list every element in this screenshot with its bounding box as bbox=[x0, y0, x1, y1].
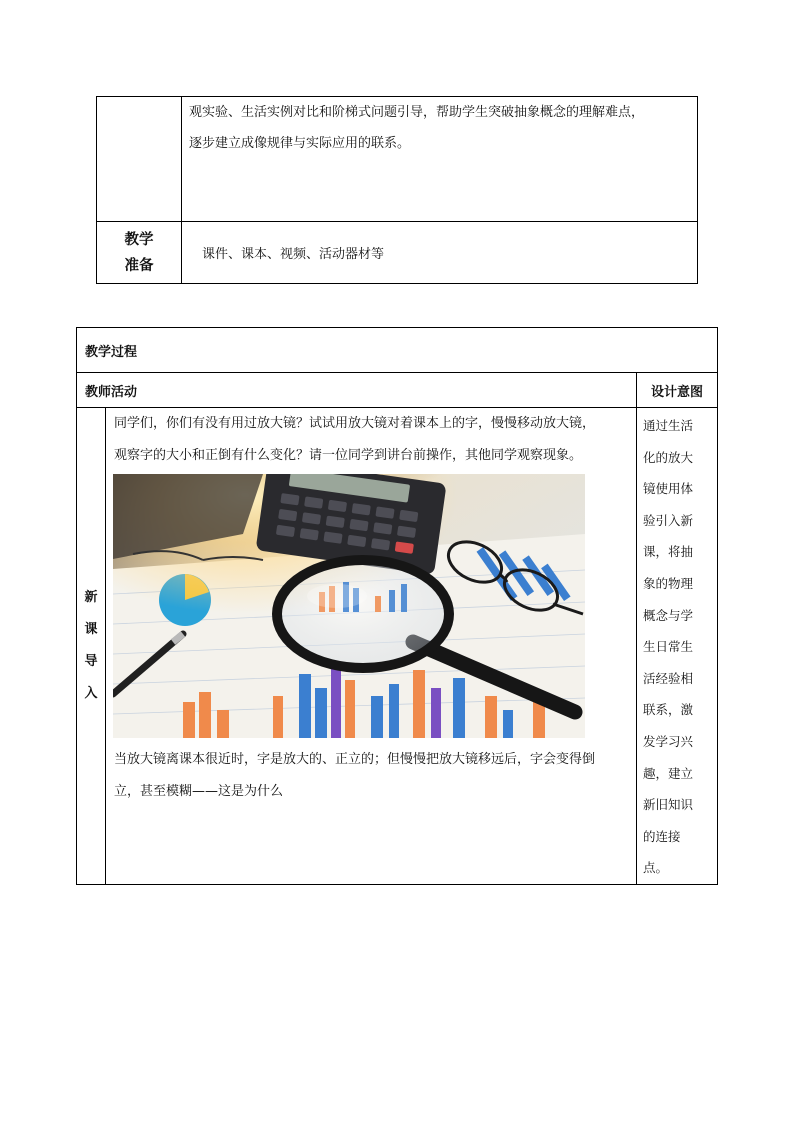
section-label-char: 入 bbox=[84, 685, 98, 701]
objectives-cell bbox=[182, 97, 698, 222]
teacher-activity-cell bbox=[106, 408, 637, 885]
process-title: 教学过程 bbox=[77, 328, 718, 373]
magnifying-glass-photo bbox=[113, 474, 585, 738]
intent-line: 镜使用体 bbox=[643, 481, 694, 497]
intent-line: 象的物理 bbox=[643, 575, 694, 591]
objectives-line-1: 观实验、生活实例对比和阶梯式问题引导，帮助学生突破抽象概念的理解难点， bbox=[189, 105, 645, 120]
design-intent-cell bbox=[637, 408, 718, 885]
intent-line: 生日常生 bbox=[643, 639, 694, 655]
preparation-label-line-1: 教学 bbox=[124, 231, 154, 248]
intent-line: 发学习兴 bbox=[643, 733, 694, 749]
activity-paragraph-2 bbox=[114, 744, 628, 808]
activity-p1-line-1: 同学们，你们有没有用过放大镜？试试用放大镜对着课本上的字，慢慢移动放大镜， bbox=[114, 416, 596, 431]
intent-line: 的连接 bbox=[643, 828, 681, 844]
preparation-label-line-2: 准备 bbox=[124, 257, 154, 274]
preparation-label bbox=[97, 222, 182, 284]
intent-line: 验引入新 bbox=[643, 512, 694, 528]
teacher-activity-header: 教师活动 bbox=[77, 373, 637, 408]
intent-line: 联系，激 bbox=[643, 702, 694, 718]
intent-line: 趣，建立 bbox=[643, 765, 694, 781]
objectives-label-cell bbox=[97, 97, 182, 222]
section-label-char: 新 bbox=[84, 589, 98, 605]
section-label-char: 课 bbox=[84, 621, 98, 637]
activity-p1-line-2: 观察字的大小和正倒有什么变化？请一位同学到讲台前操作，其他同学观察现象。 bbox=[114, 448, 583, 463]
section-label-new-lesson bbox=[77, 408, 106, 885]
intent-line: 化的放大 bbox=[643, 449, 694, 465]
activity-p2-line-1: 当放大镜离课本很近时，字是放大的、正立的；但慢慢把放大镜移远后，字会变得倒 bbox=[114, 752, 596, 767]
preparation-value: 课件、课本、视频、活动器材等 bbox=[182, 222, 698, 284]
intent-line: 概念与学 bbox=[643, 607, 694, 623]
teaching-process-table bbox=[76, 327, 718, 885]
activity-paragraph-1 bbox=[114, 408, 628, 472]
top-info-table bbox=[96, 96, 698, 284]
design-intent-header: 设计意图 bbox=[637, 373, 718, 408]
intent-line: 新旧知识 bbox=[643, 797, 694, 813]
intent-line: 点。 bbox=[643, 860, 669, 876]
section-label-char: 导 bbox=[84, 653, 98, 669]
intent-line: 活经验相 bbox=[643, 670, 694, 686]
objectives-line-2: 逐步建立成像规律与实际应用的联系。 bbox=[189, 136, 411, 151]
activity-p2-line-2: 立，甚至模糊——这是为什么 bbox=[114, 784, 284, 799]
intent-line: 课，将抽 bbox=[643, 544, 694, 560]
intent-line: 通过生活 bbox=[643, 418, 694, 433]
